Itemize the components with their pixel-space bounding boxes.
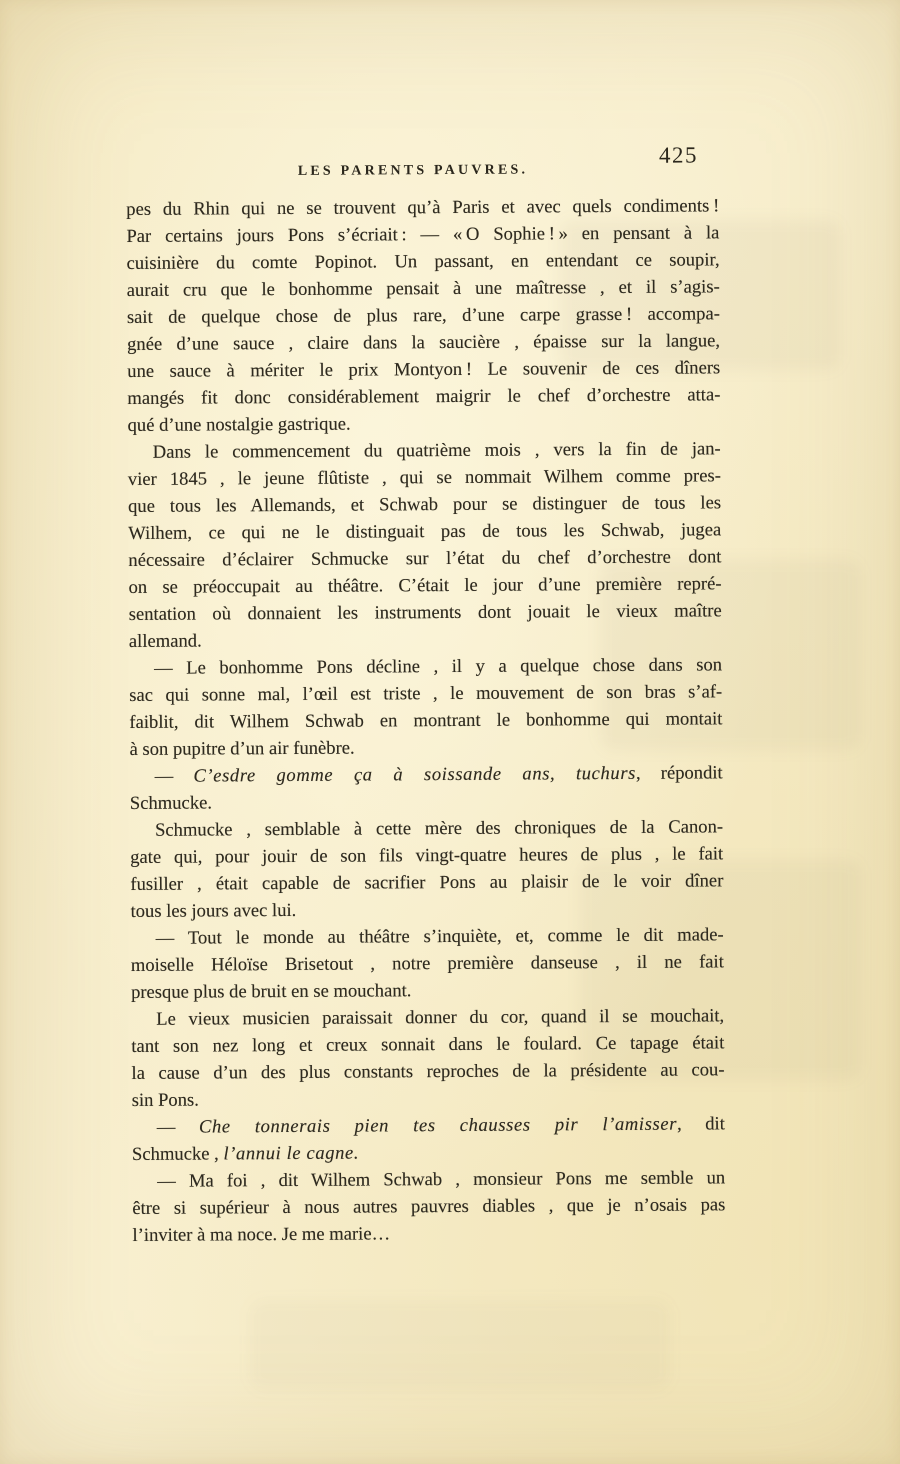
body-text: — Ma foi , dit Wilhem Schwab , monsieur Pons me semble un <box>157 1167 726 1192</box>
body-text: à son pupitre d’un air funèbre. <box>129 737 355 760</box>
body-text: pes du Rhin qui ne se trouvent qu’à Paris et avec quels condiments ! <box>126 195 720 220</box>
body-text: — <box>154 765 194 787</box>
paragraph <box>132 1164 725 1249</box>
text-line <box>130 867 723 898</box>
text-line <box>131 921 724 952</box>
body-text: tous les jours avec lui. <box>130 899 297 922</box>
body-text: une sauce à mériter le prix Montyon ! Le souvenir de ces dîners <box>127 357 721 382</box>
body-text: la cause d’un des plus constants reproches de la présidente au cou- <box>131 1059 725 1084</box>
body-text: , dit <box>676 1113 725 1135</box>
body-text: Dans le commencement du quatrième mois , vers la fin de jan- <box>152 438 721 463</box>
body-text: Le vieux musicien paraissait donner du cor, quand il se mouchait, <box>156 1005 725 1030</box>
body-text: moiselle Héloïse Brisetout , notre première danseuse , il ne fait <box>130 951 724 976</box>
body-text: presque plus de bruit en se mouchant. <box>130 980 412 1003</box>
paragraph <box>126 192 720 439</box>
text-line <box>129 732 722 763</box>
page-number: 425 <box>658 142 699 168</box>
text-line <box>126 246 719 277</box>
text-line <box>132 1083 725 1114</box>
text-line <box>132 1137 725 1168</box>
paragraph <box>128 435 722 655</box>
text-line <box>126 192 719 223</box>
text-line <box>131 1056 724 1087</box>
text-line <box>131 948 724 979</box>
text-line <box>130 840 723 871</box>
body-text: l’inviter à ma noce. Je me marie… <box>132 1223 391 1246</box>
body-text: gate qui, pour jouir de son fils vingt-quatre heures de plus , le fait <box>130 843 724 868</box>
body-text: être si supérieur à nous autres pauvres diables , que je n’osais pas <box>132 1194 726 1219</box>
italic-text: Che tonnerais pien tes chausses pir l’amisser <box>198 1113 678 1138</box>
body-text: Wilhem, ce qui ne le distinguait pas de tous les Schwab, jugea <box>128 519 722 544</box>
text-line <box>132 1110 725 1141</box>
body-text: sentation où donnaient les instruments dont jouait le vieux maître <box>128 600 722 625</box>
italic-text: C’esdre gomme ça à soissande ans, tuchurs <box>193 762 637 787</box>
text-line <box>130 894 723 925</box>
text-line <box>128 489 721 520</box>
body-text: tant son nez long et creux sonnait dans le foulard. Ce tapage était <box>131 1032 725 1057</box>
body-text: sin Pons. <box>131 1089 199 1111</box>
body-text: Schmucke. <box>129 792 213 814</box>
text-line <box>128 570 721 601</box>
text-line <box>127 408 720 439</box>
text-line <box>128 543 721 574</box>
text-block <box>126 192 725 1249</box>
body-text: on se préoccupait au théâtre. C’était le jour d’une première repré- <box>128 573 722 598</box>
text-line <box>126 219 719 250</box>
text-line <box>131 1002 724 1033</box>
text-line <box>128 462 721 493</box>
text-line <box>129 651 722 682</box>
text-line <box>127 354 720 385</box>
text-line <box>128 435 721 466</box>
text-line <box>128 516 721 547</box>
text-line <box>131 1029 724 1060</box>
body-text: que tous les Allemands, et Schwab pour se distinguer de tous les <box>127 492 722 517</box>
body-text: Schmucke , semblable à cette mère des chroniques de la Canon- <box>154 816 724 841</box>
body-text: fusiller , était capable de sacrifier Pons au plaisir de le voir dîner <box>130 870 724 895</box>
body-text: sait de quelque chose de plus rare, d’une carpe grasse ! accompa- <box>126 303 720 328</box>
text-line <box>127 273 720 304</box>
text-line <box>129 597 722 628</box>
body-text: Par certains jours Pons s’écriait : — « O Sophie ! » en pensant à la <box>126 222 720 247</box>
text-line <box>129 624 722 655</box>
paragraph <box>130 813 724 925</box>
text-line <box>132 1218 725 1249</box>
body-text: sac qui sonne mal, l’œil est triste , le mouvement de son bras s’af- <box>129 681 723 706</box>
text-line <box>130 786 723 817</box>
paragraph <box>132 1110 725 1168</box>
body-text: Schmucke , <box>131 1143 224 1165</box>
body-text: , répondit <box>635 762 723 784</box>
paragraph <box>131 921 724 1006</box>
text-line <box>127 381 720 412</box>
text-line <box>131 975 724 1006</box>
text-line <box>130 813 723 844</box>
text-line <box>129 705 722 736</box>
body-text: cuisinière du comte Popinot. Un passant, en entendant ce soupir, <box>126 249 720 274</box>
body-text: aurait cru que le bonhomme pensait à une maîtresse , et il s’agis- <box>126 276 720 301</box>
text-line <box>132 1191 725 1222</box>
body-text: — <box>156 1116 200 1138</box>
body-text: faiblit, dit Wilhem Schwab en montrant le bonhomme qui montait <box>129 708 723 733</box>
running-header-title: LES PARENTS PAUVRES. <box>297 162 529 179</box>
body-text: vier 1845 , le jeune flûtiste , qui se nommait Wilhem comme pres- <box>127 465 721 490</box>
text-line <box>130 759 723 790</box>
body-text: — Tout le monde au théâtre s’inquiète, et, comme le dit made- <box>155 924 724 949</box>
text-line <box>127 327 720 358</box>
body-text: allemand. <box>128 630 202 652</box>
text-line <box>127 300 720 331</box>
body-text: nécessaire d’éclairer Schmucke sur l’état du chef d’orchestre dont <box>128 546 722 571</box>
body-text: mangés fit donc considérablement maigrir le chef d’orchestre atta- <box>127 384 721 409</box>
body-text: gnée d’une sauce , claire dans la saucière , épaisse sur la langue, <box>127 330 721 355</box>
paragraph <box>131 1002 725 1114</box>
paragraph <box>130 759 723 817</box>
body-text: — Le bonhomme Pons décline , il y a quelque chose dans son <box>153 654 723 679</box>
paragraph <box>129 651 723 763</box>
text-line <box>132 1164 725 1195</box>
body-text: qué d’une nostalgie gastrique. <box>127 413 351 436</box>
italic-text: l’annui le cagne. <box>223 1142 360 1165</box>
text-line <box>129 678 722 709</box>
